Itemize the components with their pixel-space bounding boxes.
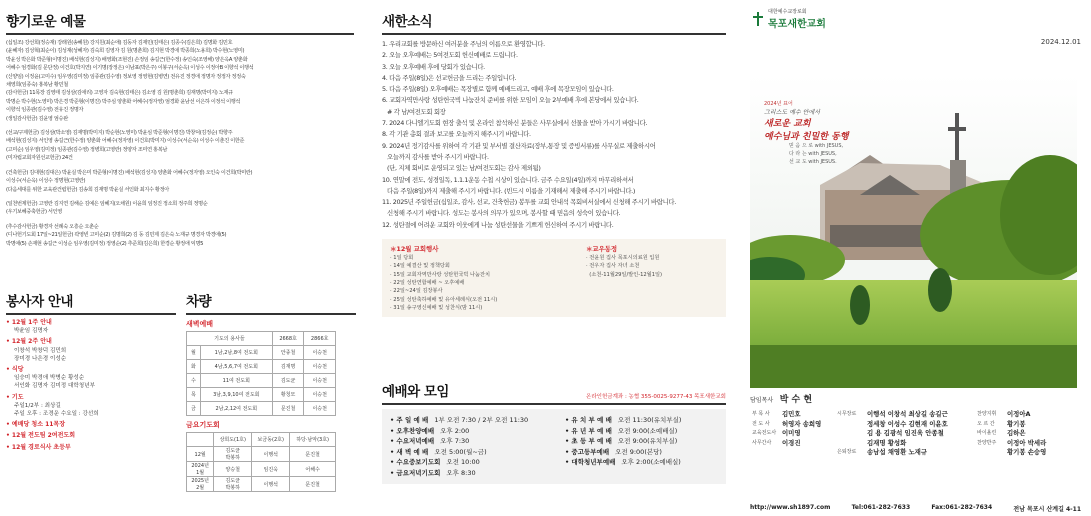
table-header-cell: 하당·남악(3호) (290, 433, 336, 447)
news-item: 4. 다음 주일(8일)은 선교헌금을 드리는 주일입니다. (382, 73, 517, 82)
table-cell: 양승철 (214, 462, 252, 477)
news-item: 다음 주일(8일)까지 제출해 주시기 바랍니다. (빈드시 이름을 기재해서 제출해 주시기 바랍니다.) (382, 186, 635, 195)
news-item: 신청해 주시기 바랍니다. 성도는 봉사의 의무가 있으며, 봉사할 때 믿음의 성숙이 있습니다. (382, 209, 621, 218)
offering-line: (일천번제헌금) 고영란 김지연 김해순 김예은 임혜지(오채원) 이윤희 임정진 정소희 정주희 정명순 (6, 200, 208, 207)
phone: Tel:061-282-7633 (851, 504, 911, 511)
dawn-vehicle-table (186, 331, 336, 416)
fax: Fax:061-282-7634 (931, 504, 993, 511)
table-cell: 이승천 (304, 402, 336, 416)
service-name: • 유 치 부 예 배 (565, 416, 612, 424)
friday-vehicle-table (186, 432, 336, 492)
event-item: · 1일 당회 (390, 255, 414, 262)
news-item: 3. 오늘 오후예배 후에 당회가 있습니다. (382, 62, 485, 71)
table-cell: 수 (187, 374, 201, 388)
table-cell: 문진철 (290, 447, 336, 462)
staff-name: 송남섭 채영환 노재규 (867, 448, 928, 456)
table-row (187, 388, 336, 402)
service-times-right (565, 415, 718, 478)
staff-role: 은퇴장로 (837, 449, 857, 455)
member-news-item: · 전윤원 집사 목포시의료원 입원 (586, 255, 660, 262)
service-times-left (390, 415, 565, 478)
staff-role: 바이올린 (977, 430, 997, 436)
table-cell: 이승천 (304, 388, 336, 402)
offering-line: 이향석 임종관(김수영) 전유진 정명자 (6, 107, 84, 114)
table-row (187, 346, 336, 360)
vehicle-section (186, 290, 356, 492)
news-item: (단, 지체 회비로 운영되고 있는 남/여전도회는 감사 제외됨) (382, 164, 541, 173)
table-cell: 4남,5,6,7여 전도회 (200, 360, 272, 374)
cover-photo (750, 75, 1077, 388)
theme-overlay (764, 100, 914, 166)
service-name: • 수요저녁예배 (390, 437, 435, 445)
staff-name: 이행석 이창석 최상길 송길근 (867, 410, 948, 418)
table-cell: 이행석 (252, 447, 290, 462)
news-title: 새한소식 (382, 14, 433, 30)
offering-list (6, 39, 354, 248)
table-cell: 월 (187, 346, 201, 360)
staff-name: 이정아 박세라 (1007, 438, 1047, 447)
service-time: 오전 5:00(월~금) (434, 447, 487, 456)
divider (382, 33, 726, 35)
theme-line1: 그리스도 예수 안에서 (764, 109, 820, 116)
offering-line: (건축헌금) 김대현(김대은) 박윤실 박은미 박준형(이명진) 배석현(김성지) 양춘화 어혜수(정자영) 오인숙 이건희(박미란) (6, 169, 253, 176)
service-name: • 금요저녁기도회 (390, 468, 441, 477)
news-item: 10. 연말에 전도, 성경일독, 1.1.1운동 수첩 시상이 있습니다. 금주 수요일(4일)까지 마무리하셔서 (382, 175, 634, 184)
table-cell: 임진욱 (252, 462, 290, 477)
table-cell: 금 (187, 402, 201, 416)
member-news-list (586, 254, 718, 279)
volunteer-name: 박윤임 김명자 (14, 328, 49, 335)
table-cell: 김도균 박봉하 (214, 477, 252, 492)
volunteer-group-head: • 12월 전도팀 2여전도회 (6, 432, 75, 440)
divider (6, 313, 176, 315)
volunteer-group-head: • 12월 경로식사 초등부 (6, 443, 71, 451)
table-cell: 이행석 (252, 477, 290, 492)
service-row (565, 447, 718, 458)
friday-prayer-subtitle: 금요기도회 (186, 421, 220, 429)
staff-name: 황기봉 (1007, 419, 1026, 428)
table-cell: 2025년 2월 (187, 477, 214, 492)
volunteer-section (6, 290, 176, 455)
service-time: 오후 2:00(소예배실) (621, 458, 681, 466)
vehicle-title: 차량 (186, 294, 212, 310)
service-name: • 유 년 부 예 배 (565, 426, 612, 435)
table-header-cell: 보금동(2호) (252, 433, 290, 447)
table-cell: 12월 (187, 447, 214, 462)
staff-role (835, 439, 865, 449)
table-cell: 11여 전도회 (200, 374, 272, 388)
online-account: 온라인헌금계좌 : 농협 355-0025-9277-43 목포새한교회 (586, 394, 726, 400)
church-events-title: ＊12월 교회행사 (390, 245, 439, 254)
offering-line: 어혜수 엄경화(김 문단정) 이건호(박지연) 이기명(장정은) 이남표(박은주) 이봉구(서순옥) 이성수 이정아B 이향석 이행석 (6, 65, 254, 72)
table-cell: 목 (187, 388, 201, 402)
table-header-cell: 기도의 용사들 (187, 332, 273, 346)
offering-line: 박명애(5) 손재현 송길근 이성순 임우영(김미정) 정영순(2) 추준희(김은희) 한경순 황정애 익명5 (6, 240, 204, 247)
volunteer-group-head: • 12월 2주 안내 (6, 338, 52, 346)
offering-line: 박명순 박수현(노영미) 박은경 박준형(이명진) 박주심 양춘화 어혜수(정자영) 엄경화 윤남선 이은하 이정석 이행석 (6, 98, 241, 105)
service-row (565, 457, 718, 468)
staff-role: 찬양지휘 (977, 411, 997, 417)
table-cell: 김도균 박봉하 (214, 447, 252, 462)
news-item: 1. 우리교회를 방문하신 여러분을 주님의 이름으로 환영합니다. (382, 40, 545, 48)
volunteer-name: 이창석 박창덕 김민희 (14, 347, 67, 354)
table-header-cell (187, 433, 214, 447)
events-box (382, 239, 726, 317)
table-row (187, 402, 336, 416)
table-cell: 김도균 (272, 374, 304, 388)
worship-section (382, 380, 726, 484)
theme-year: 2024년 표어 (764, 101, 793, 107)
divider (6, 33, 354, 35)
service-time: 오후 2:00 (440, 426, 470, 435)
event-item: · 31일 송구영신예배 및 성찬식(밤 11시) (390, 304, 483, 311)
church-logo (738, 0, 1091, 30)
staff-name: 이정아A (1007, 410, 1031, 418)
cross-icon (752, 12, 764, 26)
news-item: 2. 오늘 오후예배는 5여전도회 헌신예배로 드립니다. (382, 51, 518, 60)
service-row (565, 415, 718, 426)
table-cell: 1남,2남,8여 전도회 (200, 346, 272, 360)
theme-english (764, 142, 914, 166)
service-time: 오전 9:00(본당) (615, 447, 662, 456)
service-time: 오전 10:00 (446, 458, 480, 466)
dawn-service-subtitle: 새벽예배 (186, 320, 214, 328)
volunteer-group-head: • 12월 1주 안내 (6, 319, 52, 326)
staff-role: 오 르 간 (977, 420, 995, 427)
staff-row (750, 410, 1065, 420)
staff-table (750, 410, 1065, 458)
table-row (187, 360, 336, 374)
staff-row (750, 448, 1065, 458)
volunteer-name: 서인화 김명자 김미정 대학청년부 (14, 383, 95, 390)
service-row (390, 457, 565, 468)
news-item: 8. 각 기관 총회 결과 보고를 오늘까지 해주시기 바랍니다. (382, 130, 531, 139)
service-name: • 새 벽 예 배 (390, 447, 429, 456)
event-item: · 22일~24일 김장봉사 (390, 288, 443, 295)
staff-name: 황기봉 손승영 (1007, 448, 1047, 456)
staff-row (750, 429, 1065, 439)
staff-name: 정세창 이성수 김현재 이윤호 (867, 419, 948, 428)
service-row (390, 426, 565, 437)
service-name: • 오후찬양예배 (390, 426, 435, 435)
service-time: 오후 7:30 (440, 437, 470, 445)
offering-line: (생일감사헌금) 김윤영 엄승완 (6, 115, 68, 122)
staff-role: 전 도 사 (752, 420, 770, 427)
volunteer-group-head: • 식당 (6, 366, 24, 374)
table-cell: 이승천 (304, 374, 336, 388)
member-news-title: ＊교우동정 (586, 245, 618, 254)
service-row (565, 426, 718, 437)
table-row (187, 374, 336, 388)
service-row (565, 436, 718, 447)
offering-line: (디나헌기도회 17일~21일헌금) 곽영빈 고미순(2) 김명희(2) 김 동 김민제 김은숙 노재규 명경자 박경애(5) (6, 232, 227, 239)
table-header-cell: 2866호 (304, 332, 336, 346)
pastor-name: 박 수 현 (779, 395, 813, 405)
staff-role: 시무장로 (837, 411, 857, 417)
pastor-label: 담임목사 (750, 397, 774, 404)
table-header-cell: 2668호 (272, 332, 304, 346)
service-time: 오전 11:30(유치부실) (617, 416, 682, 424)
theme-english-line: 믿 음 으 로 with JESUS, (789, 143, 844, 149)
table-row (187, 477, 336, 492)
service-row (390, 447, 565, 458)
senior-pastor (750, 392, 812, 405)
service-time: 1부 오전 7:30 / 2부 오전 11:30 (434, 416, 529, 424)
table-row (187, 462, 336, 477)
volunteer-list (6, 319, 176, 455)
denomination: 대한예수교장로회 (768, 9, 807, 15)
theme-english-line: 선 교 도 with JESUS. (789, 159, 837, 165)
table-cell: 안종철 (272, 346, 304, 360)
table-row (187, 447, 336, 462)
news-item: 오늘까지 감사를 받아 주시기 바랍니다. (382, 152, 489, 161)
offering-line: 배석현(김성지) 서인영 송길근(한수정) 양춘화 어혜수(정자영) 이건호(박미지) 이성수(서순옥) 이성수 이춘진 이한준 (6, 138, 245, 145)
offering-line: (우기보혜중축헌금) 서인영 (6, 209, 62, 216)
cover-column (738, 0, 1091, 516)
offering-line: 채영희(임종숙) 홍복남 황민철 (6, 82, 68, 89)
staff-role (835, 420, 865, 430)
table-cell: 황청모 (272, 388, 304, 402)
staff-role (975, 448, 1005, 458)
staff-row (750, 420, 1065, 430)
service-time: 오전 9:00(유치부실) (617, 437, 678, 445)
service-name: • 대학청년부예배 (565, 458, 616, 466)
church-events (390, 244, 580, 312)
theme-line2: 새로운 교회 (764, 119, 811, 129)
news-item: 6. 교회자역만사랑 성탄헌국빅 나눔잔치 준비를 위한 모임이 오늘 2부예배 후에 본당에서 있습니다. (382, 96, 639, 105)
member-news (586, 244, 718, 312)
staff-name: 이미영 (782, 429, 801, 437)
theme-english-line: 다 라 는 with JESUS, (789, 151, 837, 157)
volunteer-title: 봉사자 안내 (6, 294, 73, 310)
staff-name: 김 용 김광석 임진욱 안종철 (867, 429, 944, 437)
table-cell: 2남,2,12여 전도회 (200, 402, 272, 416)
staff-name: 허영자 송희영 (782, 419, 822, 428)
staff-role: 사무간사 (752, 439, 772, 446)
table-cell: 어해수 (290, 462, 336, 477)
offering-line: (십일조) 강선희(정승재) 강래원(송혜원) 강지원(최순애) 김동자 김재민(김태은) 김종수(김은희) 김명화 김민호 (6, 40, 233, 46)
news-item: 11. 2025년 주일헌금(십일조, 감사, 선교, 건축헌금) 봉투를 교회 안내석 목회비서실에서 신청해 주시기 바랍니다. (382, 198, 676, 207)
offerings-column (0, 0, 368, 516)
offering-line: (선교/구제헌금) 김성삼(박소영) 김재명(박미지) 박순현(노영미) 박윤심 박준형(이명진) 박창덕(김정순) 박향주 (6, 130, 233, 137)
bulletin-date: 2024.12.01 (1040, 38, 1081, 46)
staff-name: 이경진 (782, 438, 801, 447)
offerings-title: 향기로운 예물 (6, 14, 86, 30)
table-header-cell: 상희도(1호) (214, 433, 252, 447)
event-item: · 14일 예결산 및 정책당회 (390, 263, 450, 270)
offering-line: (감사헌금) 11목장 김영태 김성삼(김애리) 고영자 김숙현(김태은) 김소영 김 원(명춘희) 김재명(박미지) 노재규 (6, 90, 233, 97)
news-item: 12. 성탄절에 어려운 교회와 이웃에게 나눔 성탄선물을 기쁘게 헌신하여 주시기 바랍니다. (382, 220, 614, 229)
theme-line3: 예수님과 친밀한 동행 (764, 132, 849, 142)
news-column (368, 0, 738, 516)
service-row (390, 436, 565, 447)
staff-role: 찬양반주 (977, 439, 997, 446)
worship-header (382, 380, 726, 400)
event-item: · 15일 교회자역만사랑 성탄헌국빅 나눔잔치 (390, 271, 491, 278)
staff-role (835, 429, 865, 439)
staff-role: 부 목 사 (752, 411, 770, 417)
service-name: • 수요중보기도회 (390, 458, 441, 466)
service-times (382, 409, 726, 484)
news-item: 5. 다음 주일(8일) 오후예배는 목장별로 함께 예배드리고, 예배 후에 목장모임이 있습니다. (382, 85, 614, 94)
member-news-item: · 전우자 집사 자녀 소천 (586, 263, 640, 270)
service-name: • 초 등 부 예 배 (565, 437, 612, 445)
service-row (390, 468, 565, 479)
staff-role: 교육전도사 (752, 430, 777, 436)
news-list (382, 39, 726, 231)
member-news-item: (소천-11월29일/발인-12월1일) (586, 271, 663, 278)
offering-line: 박윤성 박은화 박준형(이명진) 배석현(김성지) 배영화(조현진) 손정임 송길근(한수정) 송인숙(조영해) 양은옥A 양춘화 (6, 56, 248, 63)
divider (186, 313, 356, 315)
table-cell: 2024년 1월 (187, 462, 214, 477)
church-name: 목포새한교회 (768, 19, 826, 30)
event-item: · 25일 성탄축하예배 및 유아세례식(오전 11시) (390, 296, 498, 303)
news-item: 9. 2024년 정기감사를 위하여 각 기관 및 부서별 결산자료(장부,통장 및 증빙서류)를 사무실로 제출하시어 (382, 141, 656, 150)
volunteer-name: 주일1/2부 : 최상길 (14, 402, 61, 409)
table-cell: 김재명 (272, 360, 304, 374)
offering-line: 이성수(서순옥) 이성수 정명현(고영란) (6, 178, 86, 185)
staff-name (780, 448, 835, 458)
table-cell: 문진철 (272, 402, 304, 416)
volunteer-name: 임승미 박경애 박병순 황성순 (14, 375, 85, 382)
divider (382, 403, 726, 405)
offering-line: (미자립교회자원선교헌금) 24건 (6, 155, 73, 162)
church-name-block (768, 8, 826, 30)
address: 전남 목포시 산계길 4-11 (1013, 506, 1081, 513)
church-footer (750, 504, 1081, 513)
offering-line: (신양임) 이정윤(고미수) 임우영(김미정) 임종관(김수영) 정보영 정영현(김병연) 전유진 정경애 정명자 정정자 정정숙 (6, 73, 246, 80)
worship-title: 예배와 모임 (382, 384, 449, 400)
spacer (6, 452, 176, 455)
offering-line: (윤혜자) 김성혁(최순이) 김성재(성혜자) 김숙희 김영자 김 원(명춘희) 김지현 박경애 박종희(노용희) 박수현(노영미) (6, 48, 245, 55)
table-cell: 이승천 (304, 360, 336, 374)
news-item: 7. 2024 다니엘기도회 현장 출석 및 온라인 참석하신 분들은 사무실에서 선물을 받아 가시기 바랍니다. (382, 119, 648, 128)
volunteer-group-head: • 예배당 청소 11목장 (6, 421, 66, 429)
offering-line: (다음세대를 위한 교육관건립헌금) 김송희 김재명 박윤실 서인화 최지수 황정아 (6, 186, 169, 193)
table-cell: 화 (187, 360, 201, 374)
table-cell: 3남,3,9,10여 전도회 (200, 388, 272, 402)
website-url[interactable]: http://www.sh1897.com (750, 504, 831, 511)
table-cell: 문진철 (290, 477, 336, 492)
staff-row (750, 439, 1065, 449)
service-time: 오후 8:30 (446, 468, 476, 477)
staff-name: 김민호 (782, 410, 801, 418)
volunteer-name: 장미경 나은경 이성순 (14, 355, 67, 362)
staff-role (750, 448, 780, 458)
service-row (390, 415, 565, 426)
service-name: • 중고등부예배 (565, 447, 610, 456)
table-cell: 이승천 (304, 346, 336, 360)
staff-name: 김재명 황성화 (867, 438, 907, 447)
offering-line: (추수감사헌금) 황경자 선례숙 오흥순 오춘순 (6, 223, 99, 230)
service-time: 오전 9:00(소예배실) (617, 426, 678, 435)
church-events-list (390, 254, 580, 312)
volunteer-group-head: • 기도 (6, 393, 24, 401)
service-name: • 주 일 예 배 (390, 416, 429, 424)
volunteer-name: 주일 오후 : 조경운 수요일 : 강선희 (14, 411, 99, 418)
offering-line: (고미순) 임우영(김미정) 임종관(김수영) 정병희(고영란) 정양자 조미연 홍복남 (6, 146, 168, 153)
event-item: · 22일 성탄연합예배 ~ 오후예배 (390, 279, 465, 286)
news-item: # 각 남/여전도회 회장 (382, 107, 446, 116)
staff-name: 김하은 (1007, 429, 1026, 437)
